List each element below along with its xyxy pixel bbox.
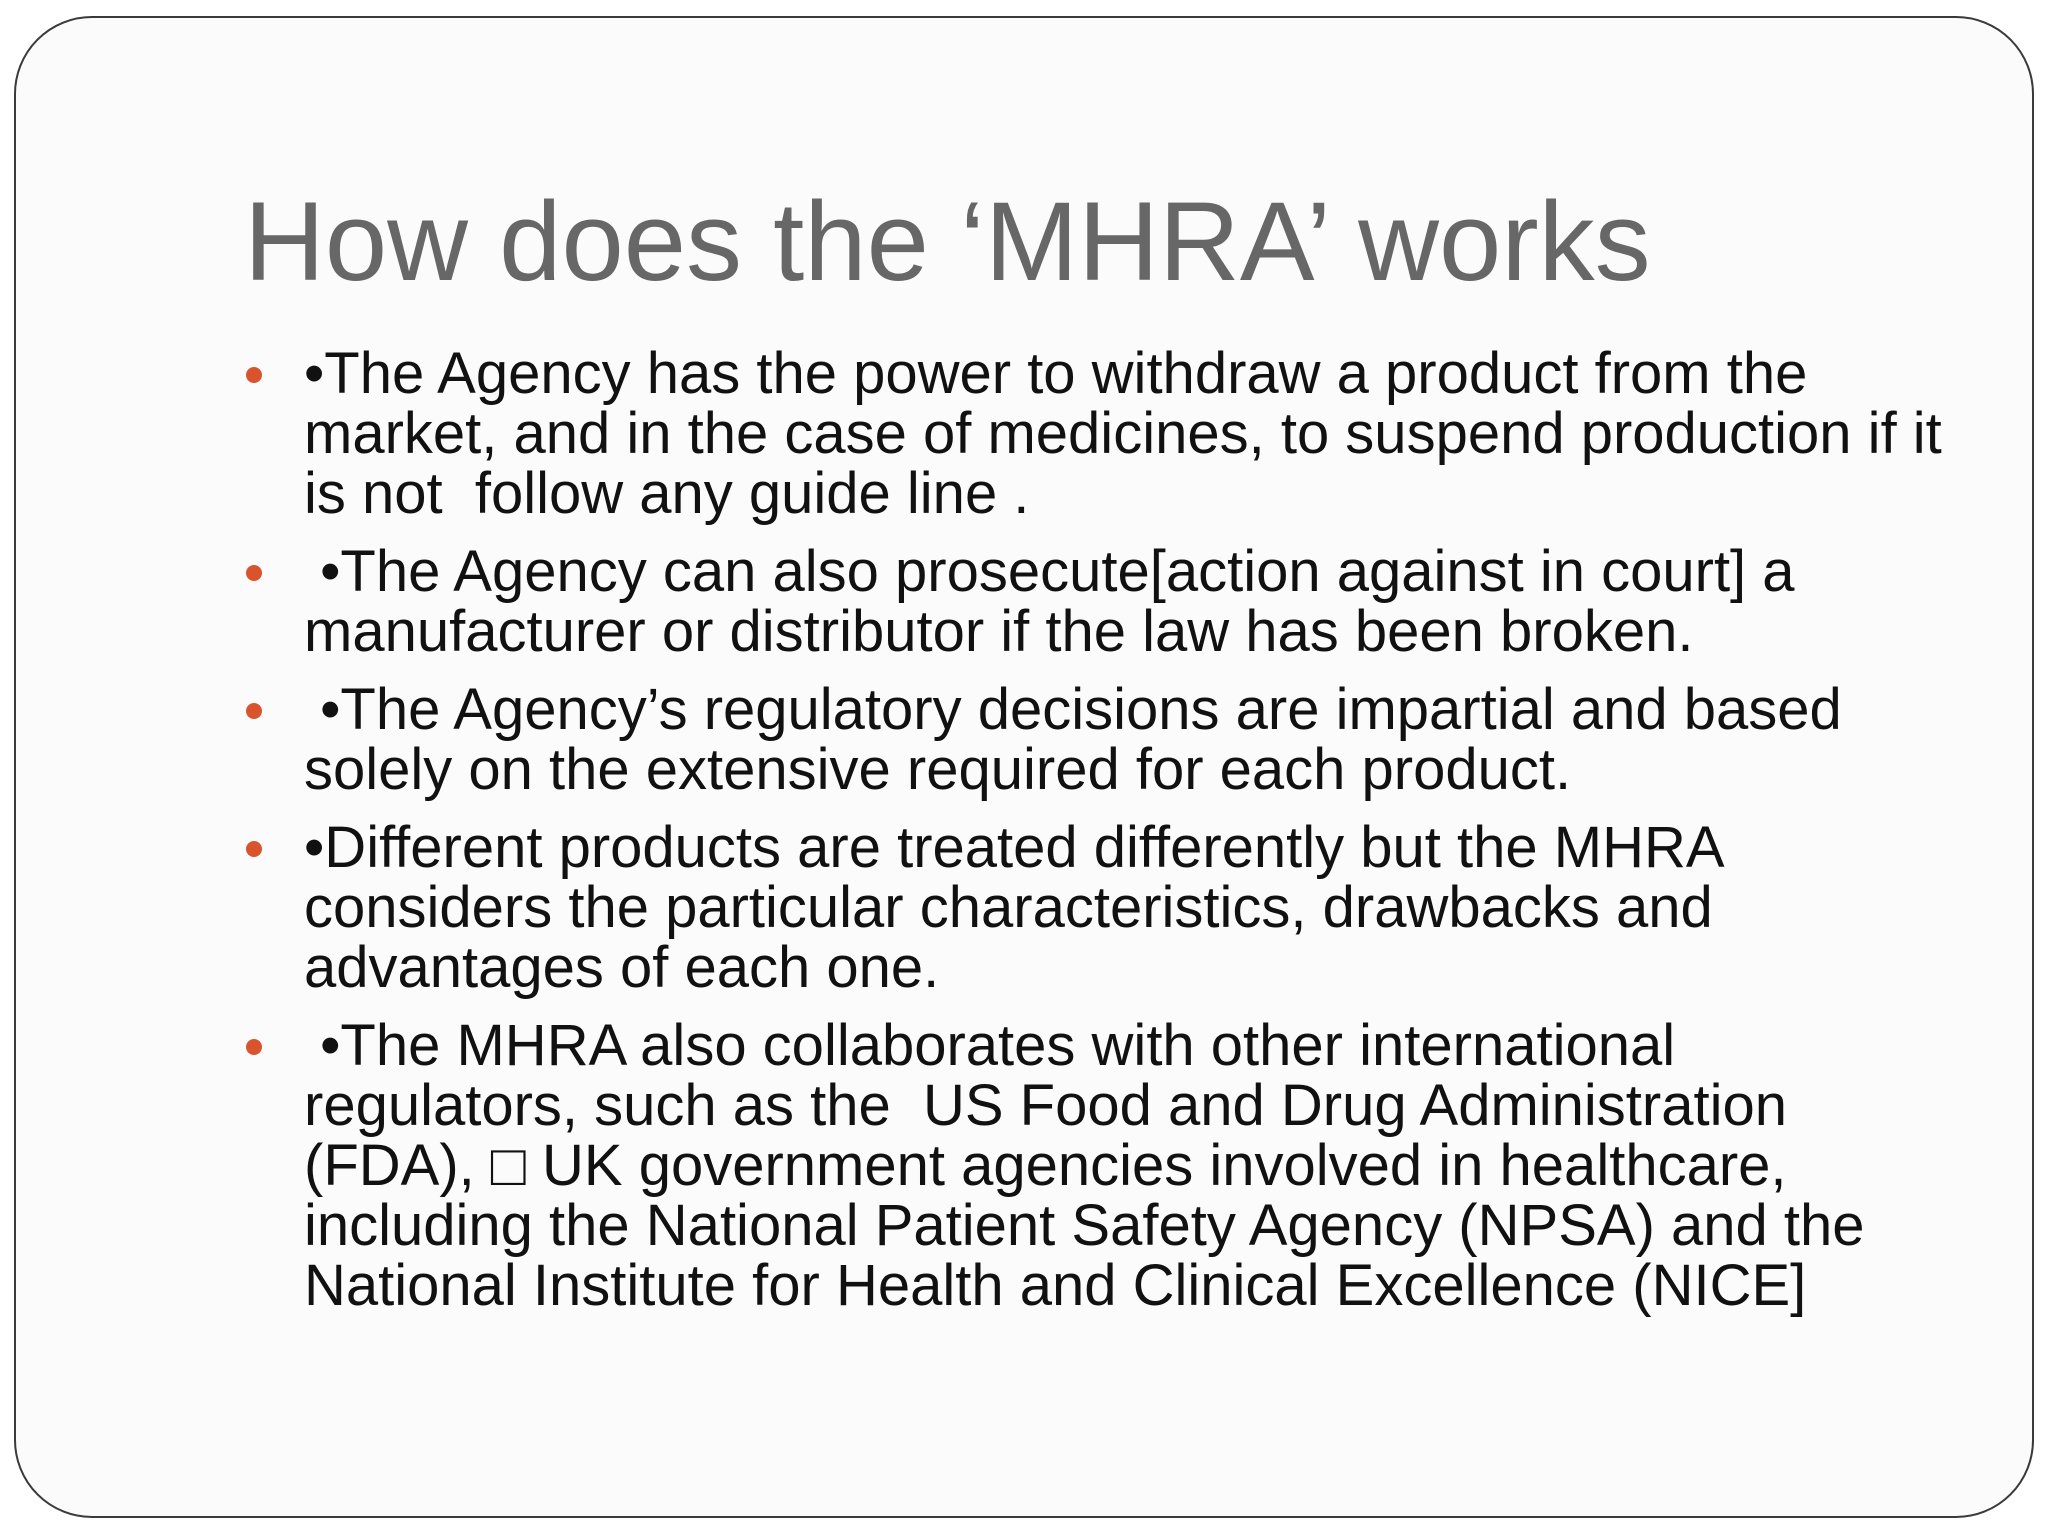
bullet-dot-icon bbox=[246, 565, 262, 581]
bullet-item bbox=[246, 815, 1946, 1000]
bullet-list bbox=[246, 341, 1958, 1334]
bullet-item bbox=[246, 341, 1958, 526]
bullet-item bbox=[246, 1013, 1946, 1318]
bullet-text: •The Agency has the power to withdraw a product from the market, and in the case of medicines, to suspend production if it is not follow any guide line . bbox=[304, 341, 1958, 526]
bullet-item bbox=[246, 539, 1946, 664]
bullet-item bbox=[246, 677, 1946, 802]
bullet-text: •The Agency can also prosecute[action against in court] a manufacturer or distributor if the law has been broken. bbox=[304, 539, 1811, 664]
bullet-text: •Different products are treated differently but the MHRA considers the particular characteristics, drawbacks and advantages of each one. bbox=[304, 815, 1738, 1000]
bullet-text: •The MHRA also collaborates with other international regulators, such as the US Food and Drug Administration (FDA), □ UK government agencies involved in healthcare, including the National Patient Safety Agency (NPSA) and the National Institute for Health and Clinical Excellence (NICE] bbox=[304, 1013, 1881, 1318]
bullet-dot-icon bbox=[246, 367, 262, 383]
bullet-dot-icon bbox=[246, 841, 262, 857]
slide-frame bbox=[14, 16, 2034, 1518]
bullet-dot-icon bbox=[246, 703, 262, 719]
slide-title: How does the ‘MHRA’ works bbox=[244, 179, 1651, 304]
bullet-dot-icon bbox=[246, 1039, 262, 1055]
bullet-text: •The Agency’s regulatory decisions are impartial and based solely on the extensive required for each product. bbox=[304, 677, 1858, 802]
